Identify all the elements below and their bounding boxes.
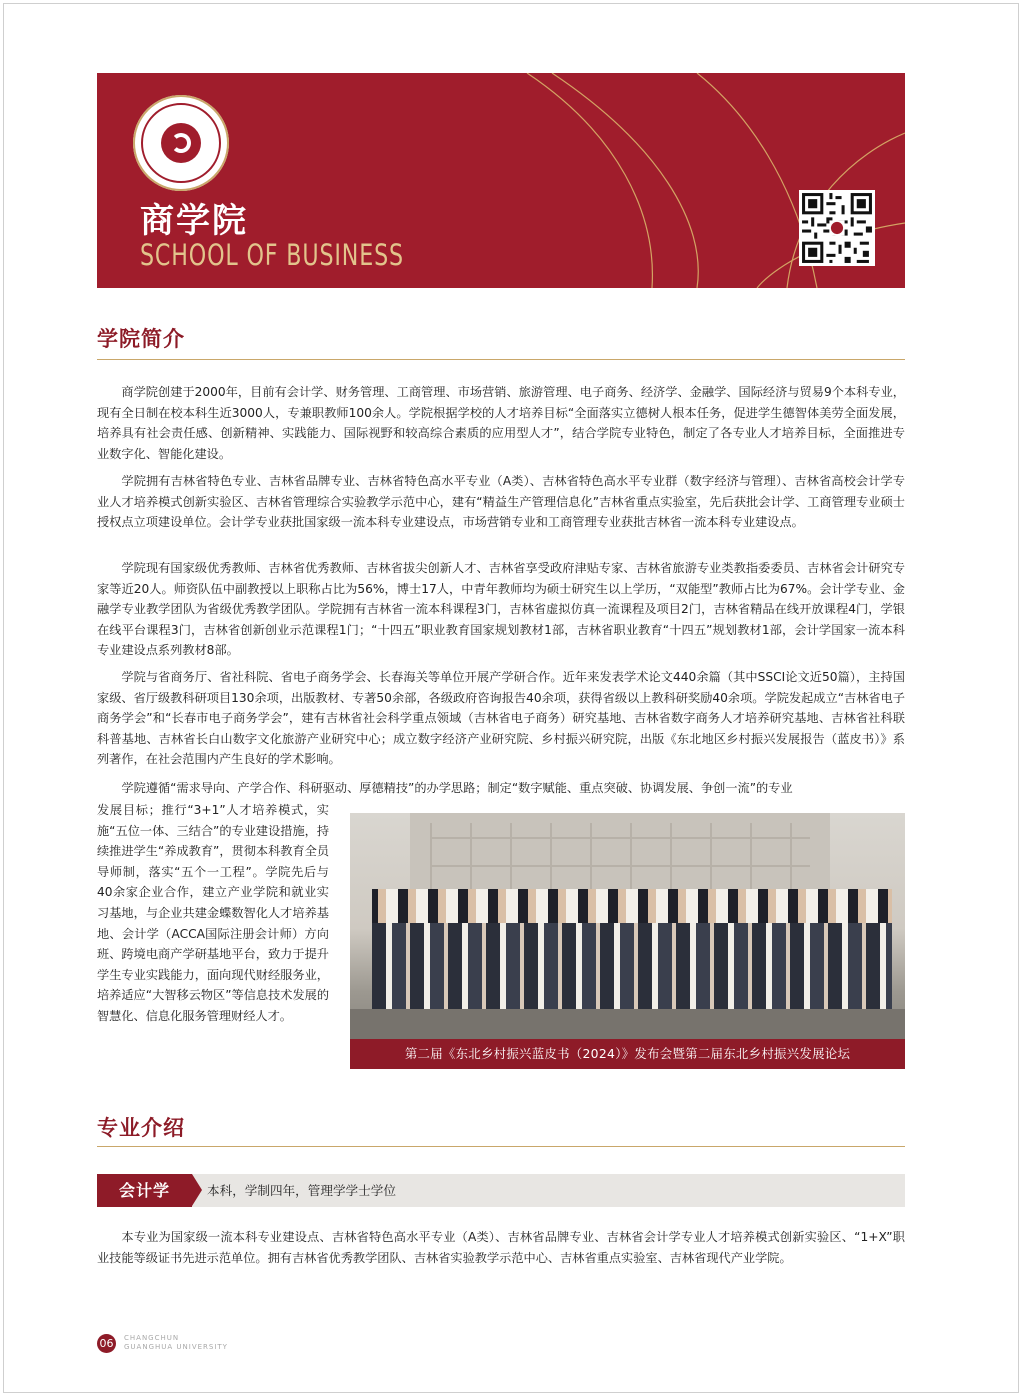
footer-line-1: CHANGCHUN	[124, 1334, 180, 1342]
page-number: 06	[97, 1334, 116, 1353]
major-tag-description: 本科，学制四年，管理学学士学位	[207, 1183, 396, 1198]
school-subtitle: SCHOOL OF BUSINESS	[140, 238, 404, 272]
header-banner	[97, 73, 905, 288]
school-title: 商学院	[140, 201, 248, 241]
section-divider	[97, 1146, 905, 1147]
photo-caption: 第二届《东北乡村振兴蓝皮书（2024）》发布会暨第二届东北乡村振兴发展论坛	[350, 1039, 905, 1069]
intro-paragraph-4: 学院与省商务厅、省社科院、省电子商务学会、长春海关等单位开展产学研合作。近年来发表学术论文440余篇（其中SSCI论文近50篇），主持国家级、省厅级教科研项目130余项，出版教材、专著50余部，各级政府咨询报告40余项，获得省级以上教科研奖励40余项。学院发起成立“吉林省电子商务学会”和“长春市电子商务学会”，建有吉林省社会科学重点领域（吉林省电子商务）研究基地、吉林省数字商务人才培养研究基地、吉林省社科联科普基地、吉林省长白山数字文化旅游产业研究中心；成立数字经济产业研究院、乡村振兴研究院，出版《东北地区乡村振兴发展报告（蓝皮书）》系列著作，在社会范围内产生良好的学术影响。	[97, 670, 905, 767]
intro-paragraph-1: 商学院创建于2000年，目前有会计学、财务管理、工商管理、市场营销、旅游管理、电子商务、经济学、金融学、国际经济与贸易9个本科专业，现有全日制在校本科生近3000人，专兼职教师100余人。学院根据学校的人才培养目标“全面落实立德树人根本任务，促进学生德智体美劳全面发展，培养具有社会责任感、创新精神、实践能力、国际视野和较高综合素质的应用型人才”，结合学院专业特色，制定了各专业人才培养目标，全面推进专业数字化、智能化建设。	[97, 385, 905, 461]
qr-code	[799, 190, 875, 266]
footer-university-name	[124, 1334, 228, 1352]
section-title-intro: 学院简介	[97, 327, 185, 351]
intro-paragraph-5-line: 学院遵循“需求导向、产学合作、科研驱动、厚德精技”的办学思路；制定“数字赋能、重点突破、协调发展、争创一流”的专业	[121, 781, 793, 795]
major-tag: 会计学	[97, 1174, 192, 1207]
footer-line-2: GUANGHUA UNIVERSITY	[124, 1343, 228, 1351]
intro-paragraph-5-rest: 发展目标；推行“3+1”人才培养模式，实施“五位一体、三结合”的专业建设措施，持续推进学生“养成教育”，贯彻本科教育全员导师制，落实“五个一工程”。学院先后与40余家企业合作，建立产业学院和就业实习基地，与企业共建金蝶数智化人才培养基地、会计学（ACCA国际注册会计师）方向班、跨境电商产学研基地平台，致力于提升学生专业实践能力，面向现代财经服务业，培养适应“大智移云物区”等信息技术发展的智慧化、信息化服务管理财经人才。	[97, 803, 330, 1023]
major-tag-row	[97, 1174, 905, 1207]
intro-paragraph-2: 学院拥有吉林省特色专业、吉林省品牌专业、吉林省特色高水平专业（A类）、吉林省特色高水平专业群（数字经济与管理）、吉林省高校会计学专业人才培养模式创新实验区、吉林省管理综合实验教学示范中心，建有“精益生产管理信息化”吉林省重点实验室，先后获批会计学、工商管理专业硕士授权点立项建设单位。会计学专业获批国家级一流本科专业建设点，市场营销专业和工商管理专业获批吉林省一流本科专业建设点。	[97, 474, 905, 530]
group-photo	[350, 813, 905, 1069]
section-title-majors: 专业介绍	[97, 1116, 185, 1140]
intro-paragraph-3: 学院现有国家级优秀教师、吉林省优秀教师、吉林省拔尖创新人才、吉林省享受政府津贴专家、吉林省旅游专业类教指委委员、吉林省会计研究专家等近20人。师资队伍中副教授以上职称占比为56%，博士17人，中青年教师均为硕士研究生以上学历，“双能型”教师占比为67%。会计学专业、金融学专业教学团队为省级优秀教学团队。学院拥有吉林省一流本科课程3门，吉林省虚拟仿真一流课程及项目2门，吉林省精品在线开放课程4门，学银在线平台课程3门，吉林省创新创业示范课程1门；“十四五”职业教育国家规划教材1部，吉林省职业教育“十四五”规划教材1部，会计学国家一流本科专业建设点系列教材8部。	[97, 561, 905, 658]
school-seal-logo	[133, 95, 229, 191]
major-paragraph-1: 本专业为国家级一流本科专业建设点、吉林省特色高水平专业（A类）、吉林省品牌专业、吉林省会计学专业人才培养模式创新实验区、“1+X”职业技能等级证书先进示范单位。拥有吉林省优秀教学团队、吉林省实验教学示范中心、吉林省重点实验室、吉林省现代产业学院。	[97, 1230, 905, 1265]
section-divider	[97, 359, 905, 360]
